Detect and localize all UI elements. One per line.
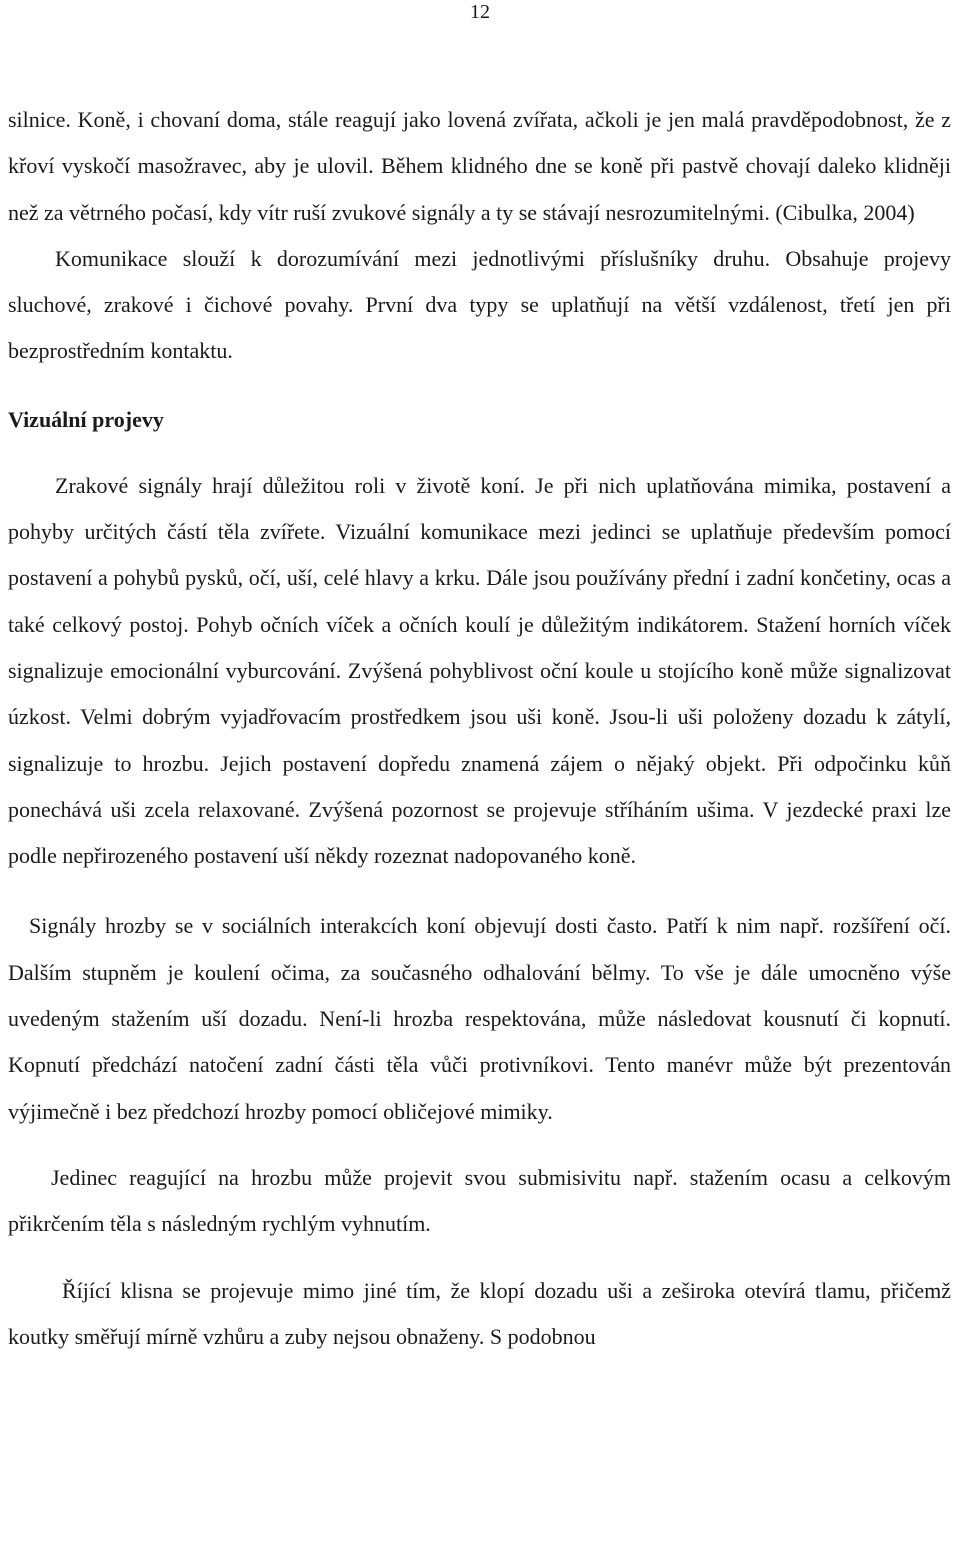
paragraph-visual-signals: Zrakové signály hrají důležitou roli v životě koní. Je při nich uplatňována mimika, postavení a pohyby určitých částí těla zvířete. Vizuální komunikace mezi jedinci se uplatňuje především pomocí postavení a pohybů pysků, očí, uší, celé hlavy a krku. Dále jsou používány přední i zadní končetiny, ocas a také celkový postoj. Pohyb očních víček a očních koulí je důležitým indikátorem. Stažení horních víček signalizuje emocionální vyburcování. Zvýšená pohyblivost oční koule u stojícího koně může signalizovat úzkost. Velmi dobrým vyjadřovacím prostředkem jsou uši koně. Jsou-li uši položeny dozadu k zátylí, signalizuje to hrozbu. Jejich postavení dopředu znamená zájem o nějaký objekt. Při odpočinku kůň ponechává uši zcela relaxované. Zvýšená pozornost se projevuje stříháním ušima. V jezdecké praxi lze podle nepřirozeného postavení uší někdy rozeznat nadopovaného koně. [8, 472, 951, 869]
paragraph-submission: Jedinec reagující na hrozbu může projevit svou submisivitu např. stažením ocasu a celkovým přikrčením těla s následným rychlým vyhnutím. [8, 1164, 951, 1237]
document-body [8, 97, 951, 1360]
paragraph-horse-vigilance: silnice. Koně, i chovaní doma, stále reagují jako lovená zvířata, ačkoli je jen malá pravděpodobnost, že z křoví vyskočí masožravec, aby je ulovil. Během klidného dne se koně při pastvě chovají daleko klidněji než za větrného počasí, kdy vítr ruší zvukové signály a ty se stávají nesrozumitelnými. (Cibulka, 2004) [8, 107, 951, 225]
page-number: 12 [470, 1, 490, 23]
paragraph-communication: Komunikace slouží k dorozumívání mezi jednotlivými příslušníky druhu. Obsahuje projevy sluchové, zrakové i čichové povahy. První dva typy se uplatňují na větší vzdálenost, třetí jen při bezprostředním kontaktu. [8, 245, 951, 364]
paragraph-threat-signals: Signály hrozby se v sociálních interakcích koní objevují dosti často. Patří k nim např. rozšíření očí. Dalším stupněm je koulení očima, za současného odhalování bělmy. To vše je dále umocněno výše uvedeným stažením uší dozadu. Není-li hrozba respektována, může následovat kousnutí či kopnutí. Kopnutí předchází natočení zadní části těla vůči protivníkovi. Tento manévr může být prezentován výjimečně i bez předchozí hrozby pomocí obličejové mimiky. [8, 913, 951, 1124]
paragraph-mare-estrus: Říjící klisna se projevuje mimo jiné tím, že klopí dozadu uši a zeširoka otevírá tlamu, přičemž koutky směřují mírně vzhůru a zuby nejsou obnaženy. S podobnou [8, 1277, 951, 1349]
section-heading-visual: Vizuální projevy [8, 406, 164, 432]
